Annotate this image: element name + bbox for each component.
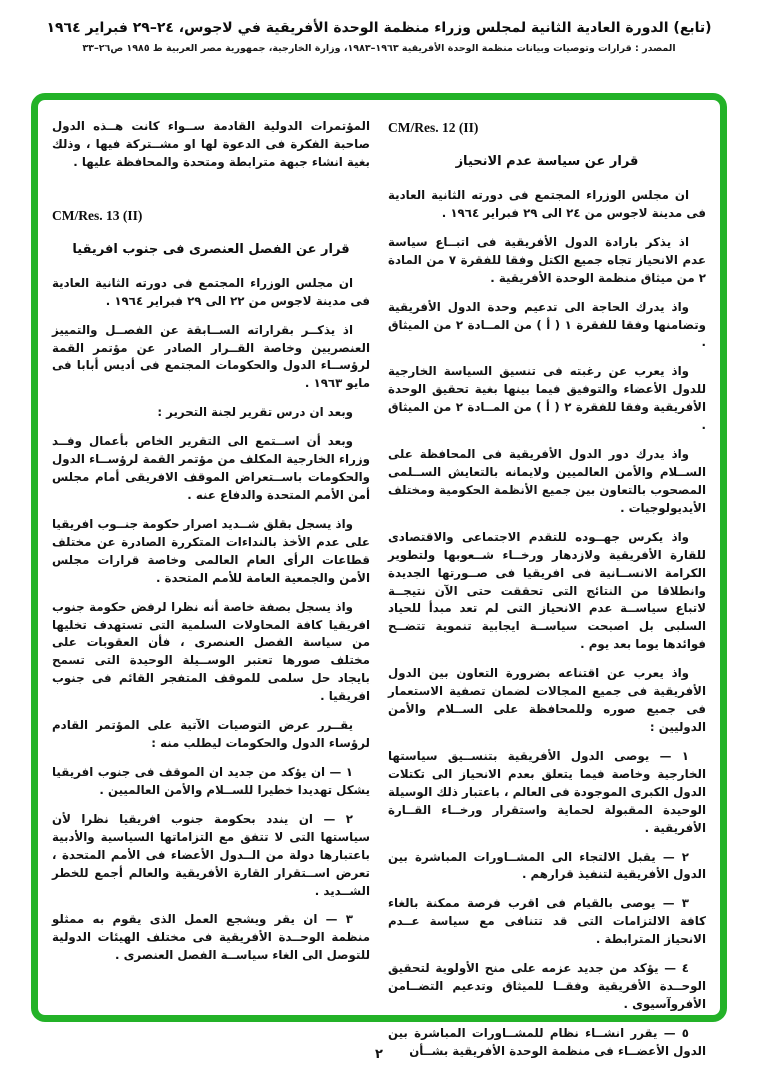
res13-clause-1: ١ — ان يؤكد من جديد ان الموقف فى جنوب افريقيا يشكل تهديدا خطيرا للســلام والأمن العالميين . [52, 764, 370, 797]
res13-paragraph: اذ يذكــر بقراراته الســابقة عن الفصــل والتمييز العنصريين وخاصة القــرار الصادر عن مؤتمر القمة لرؤســاء الدول والحكومات المجتمع فى أديس أبابا فى مايو ١٩٦٣ . [52, 322, 370, 391]
resolution-title-13: قرار عن الفصل العنصرى فى جنوب افريقيا [72, 241, 350, 257]
two-column-layout [52, 118, 707, 1058]
res12-paragraph: اذ يذكر بارادة الدول الأفريقية فى اتبــاع سياسة عدم الانحياز تجاه جميع الكتل وفقا للفقرة ٧ من المادة ٢ من ميثاق منظمة الوحدة الأفريقية . [388, 234, 707, 285]
res12-continuation-paragraph: المؤتمرات الدولية القادمة ســواء كانت هــذه الدول صاحبة الفكرة فى الدعوة لها او مشــتركة فيها ، وذلك بغية انشاء جبهة مترابطة ومتحدة والمحافظة عليها . [52, 119, 370, 169]
res12-clause-2: ٢ — يقبل الالتجاء الى المشــاورات المباشرة بين الدول الأفريقية لتنفيذ قرارهم . [388, 849, 706, 882]
column-left-res13 [52, 118, 370, 1007]
res12-paragraph: ان مجلس الوزراء المجتمع فى دورته الثانية العادية فى مدينة لاجوس من ٢٤ الى ٢٩ فبراير ١٩٦٤ . [388, 188, 706, 220]
res13-paragraph: يقــرر عرض التوصيات الآتية على المؤتمر القادم لرؤساء الدول والحكومات ليطلب منه : [52, 718, 370, 751]
res12-paragraph: واذ يعرب عن اقتناعه بضرورة التعاون بين الدول الأفريقية فى جميع المجالات لضمان تصفية الاستعمار فى جميع صوره وللمحافظة على الســلام والأمن الدوليين : [388, 666, 706, 734]
resolution-code-13: CM/Res. 13 (II) [52, 207, 143, 223]
column-right-res12 [388, 118, 707, 1058]
res13-paragraph: وبعد أن اســتمع الى التقرير الخاص بأعمال وفــد وزراء الخارجية المكلف من مؤتمر القمة لرؤســاء الدول والحكومات باســتعراض الموقف الافريقى أمام مجلس أمن الأمم المتحدة والدفاع عنه . [52, 434, 370, 502]
res12-paragraph: واذ يدرك دور الدول الأفريقية فى المحافظة على الســلام والأمن العالميين ولايمانه بالتعايش الســلمى المصحوب بالتعاون بين جميع الأنظمة الحكومية ومختلف الأيديولوجيات . [388, 447, 706, 515]
document-source-line: المصدر : قرارات وتوصيات وبيانات منظمة الوحدة الأفريقية ١٩٦٣–١٩٨٣، وزارة الخارجية، جمهورية مصر العربية ط ١٩٨٥ ص٢٦–٣٣ [82, 43, 676, 54]
res12-paragraph: واذ يكرس جهــوده للتقدم الاجتماعى والاقتصادى للقارة الأفريقية ولازدهار ورخــاء شــعوبها ولتطوير الكرامة الانســانية فى افريقيا فى صــورتها الجديدة وانطلاقا من النتائج التى تحققت حتى الآن نتيجــة لاتباع سياســة عدم الانحياز التى لم تعد مبدأ للحياد السلبى بل اصبحت سياســة ايجابية تنموية تتضــح فوائدها يوما بعد يوم . [388, 529, 706, 652]
page-number: ٢ [375, 1047, 383, 1062]
green-frame [31, 93, 727, 1058]
resolution-title-12: قرار عن سياسة عدم الانحياز [455, 154, 639, 169]
res13-clause-3: ٣ — ان يقر ويشجع العمل الذى يقوم به ممثلو منظمة الوحــدة الأفريقية فى مختلف الهيئات الدولية للتوصل الى الغاء سياســة الفصل العنصرى . [52, 912, 370, 963]
res13-clause-2: ٢ — ان يندد بحكومة جنوب افريقيا نظرا لأن سياستها التى لا تتفق مع التزاماتها السياسية والأدبية باعتبارها دولة من الــدول الأعضاء فى الأمم المتحدة ، تعرض اســتقرار القارة الأفريقية والعالم أجمع للخطر الشــديد . [52, 811, 370, 898]
document-title: (تابع) الدورة العادية الثانية لمجلس وزراء منظمة الوحدة الأفريقية في لاجوس، ٢٤–٢٩ فبراير ١٩٦٤ [46, 20, 712, 36]
res12-paragraph: واذ يعرب عن رغبته فى تنسيق السياسة الخارجية للدول الأعضاء والتوفيق فيما بينها بغية تحقيق الوحدة الأفريقية وفقا للفقرة ٢ ( أ ) من المــادة ٢ من الميثاق . [388, 364, 707, 433]
res13-paragraph: وبعد ان درس تقرير لجنة التحرير : [157, 405, 353, 420]
res12-clause-3: ٣ — يوصى بالقيام فى اقرب فرصة ممكنة بالغاء كافة الالتزامات التى قد تتنافى مع سياسة عــدم الانحياز المترابطة . [388, 896, 706, 947]
res12-clause-4: ٤ — يؤكد من جديد عزمه على منح الأولوية لتحقيق الوحــدة الأفريقية وفقــا للميثاق وتدعيم التضــامن الأفروآسيوى . [388, 961, 706, 1011]
res13-paragraph: واذ يسجل بصفة خاصة أنه نظرا لرفض حكومة جنوب افريقيا كافة المحاولات السلمية التى تستهدف تخليها من سياسة الفصل العنصرى ، فأن العقوبات على مختلف صورها تعتبر الوســيلة الوحيدة التى تسمح بايجاد حل سلمى للموقف المتفجر القائم فى جنوب افريقيا . [52, 599, 370, 704]
res13-paragraph: واذ يسجل بقلق شــديد اصرار حكومة جنــوب افريقيا على عدم الأخذ بالنداءات المتكررة الصادرة عن مختلف قطاعات الرأى العام العالمى وخاصة قرارات مجلس الأمن والجمعية العامة للأمم المتحدة . [52, 516, 370, 585]
res13-paragraph: ان مجلس الوزراء المجتمع فى دورته الثانية العادية فى مدينة لاجوس من ٢٢ الى ٢٩ فبراير ١٩٦٤ . [52, 275, 370, 308]
page-header [0, 0, 758, 54]
res12-clause-5: ٥ — يقرر انشــاء نظام للمشــاورات المباشرة بين الدول الأعضــاء فى منظمة الوحدة الأفريقية بشــأن [388, 1025, 706, 1058]
res12-paragraph: واذ يدرك الحاجة الى تدعيم وحدة الدول الأفريقية وتضامنها وفقا للفقرة ١ ( أ ) من المــادة ٢ من الميثاق . [388, 299, 706, 350]
resolution-code-12: CM/Res. 12 (II) [388, 120, 479, 135]
res12-clause-1: ١ — يوصى الدول الأفريقية بتنســيق سياستها الخارجية وخاصة فيما يتعلق بعدم الانحياز الى تكتلات الدول الكبرى الموجودة فى العالم ، باعتبار ذلك الوسيلة الوحيدة المقبولة لحماية واستقرار ورخــاء القــارة الأفريقية . [388, 748, 706, 835]
